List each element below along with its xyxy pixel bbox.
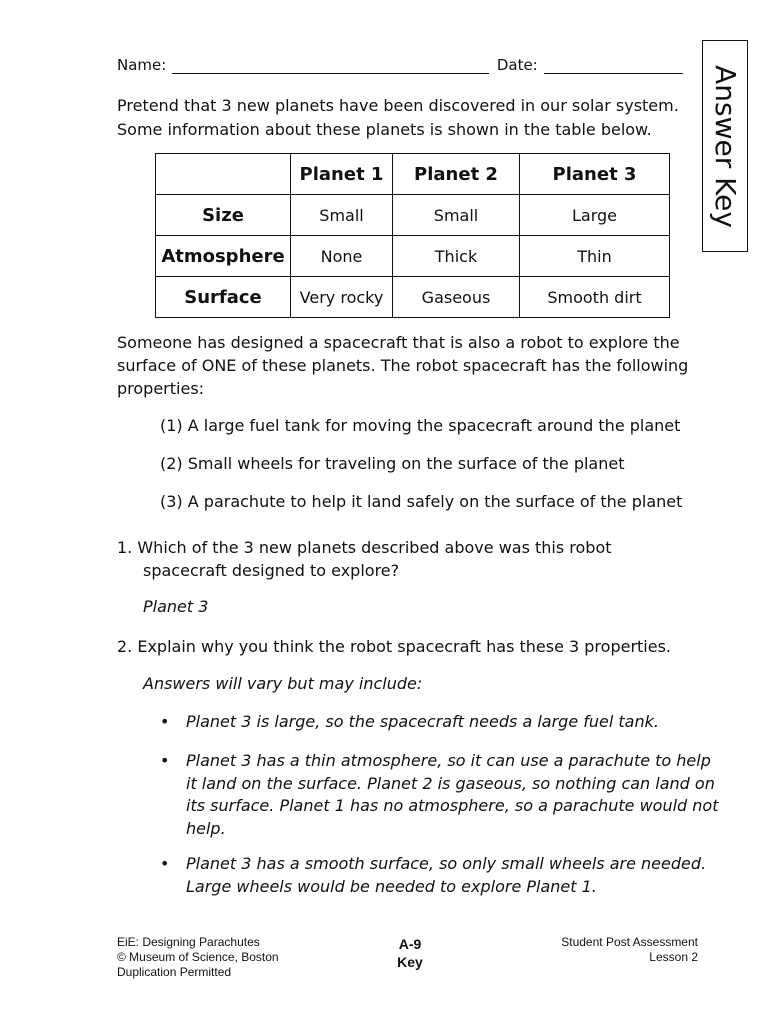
footer-right bbox=[498, 935, 698, 965]
question-1-line-1: 1. Which of the 3 new planets described above was this robot bbox=[117, 538, 612, 557]
table-cell: Thin bbox=[520, 236, 670, 277]
question-1 bbox=[117, 536, 707, 582]
table-cell: None bbox=[291, 236, 393, 277]
property-3: (3) A parachute to help it land safely on the surface of the planet bbox=[160, 492, 683, 511]
question-2-answer-intro: Answers will vary but may include: bbox=[143, 674, 423, 693]
description-line-1: Someone has designed a spacecraft that is also a robot to explore the bbox=[117, 333, 680, 352]
table-row-surface bbox=[156, 277, 670, 318]
question-1-answer: Planet 3 bbox=[143, 597, 209, 616]
footer-center bbox=[380, 935, 440, 971]
question-1-line-2: spacecraft designed to explore? bbox=[143, 561, 400, 580]
row-header-atmosphere: Atmosphere bbox=[156, 236, 291, 277]
column-header-planet-3: Planet 3 bbox=[520, 154, 670, 195]
table-corner-cell bbox=[156, 154, 291, 195]
intro-paragraph bbox=[117, 94, 687, 142]
property-2: (2) Small wheels for traveling on the surface of the planet bbox=[160, 454, 625, 473]
name-label: Name: bbox=[117, 56, 167, 74]
table-cell: Thick bbox=[393, 236, 520, 277]
bullet-icon: • bbox=[160, 751, 170, 770]
description-line-3: properties: bbox=[117, 379, 205, 398]
bullet-3-line-1: Planet 3 has a smooth surface, so only small wheels are needed. bbox=[186, 854, 707, 873]
table-header-row bbox=[156, 154, 670, 195]
table-cell: Large bbox=[520, 195, 670, 236]
planet-table bbox=[155, 153, 670, 318]
footer-permission: Duplication Permitted bbox=[117, 965, 232, 979]
name-blank bbox=[172, 57, 489, 74]
row-header-surface: Surface bbox=[156, 277, 291, 318]
footer-copyright: © Museum of Science, Boston bbox=[117, 950, 279, 964]
intro-line-2: Some information about these planets is shown in the table below. bbox=[117, 120, 652, 139]
bullet-icon: • bbox=[160, 854, 170, 873]
answer-bullet-3 bbox=[160, 853, 720, 898]
column-header-planet-1: Planet 1 bbox=[291, 154, 393, 195]
table-cell: Small bbox=[393, 195, 520, 236]
property-1: (1) A large fuel tank for moving the spacecraft around the planet bbox=[160, 416, 681, 435]
answer-bullet-1 bbox=[160, 711, 720, 734]
column-header-planet-2: Planet 2 bbox=[393, 154, 520, 195]
bullet-2-line-1: Planet 3 has a thin atmosphere, so it can use a parachute to help bbox=[186, 751, 711, 770]
table-row-atmosphere bbox=[156, 236, 670, 277]
footer-key-label: Key bbox=[397, 954, 423, 970]
footer-course: EiE: Designing Parachutes bbox=[117, 935, 260, 949]
row-header-size: Size bbox=[156, 195, 291, 236]
description-line-2: surface of ONE of these planets. The robot spacecraft has the following bbox=[117, 356, 689, 375]
footer-left bbox=[117, 935, 279, 980]
table-row-size bbox=[156, 195, 670, 236]
name-date-line bbox=[117, 56, 683, 74]
footer-page-number: A-9 bbox=[398, 936, 422, 952]
table-cell: Gaseous bbox=[393, 277, 520, 318]
bullet-2-line-2: it land on the surface. Planet 2 is gaseous, so nothing can land on bbox=[186, 773, 715, 793]
bullet-2-line-3: its surface. Planet 1 has no atmosphere, so a parachute would not bbox=[186, 796, 719, 815]
bullet-3-line-2: Large wheels would be needed to explore Planet 1. bbox=[186, 876, 597, 896]
answer-key-label: Answer Key bbox=[708, 64, 742, 228]
date-blank bbox=[544, 57, 683, 74]
question-2: 2. Explain why you think the robot spacecraft has these 3 properties. bbox=[117, 637, 672, 656]
table-cell: Small bbox=[291, 195, 393, 236]
bullet-2-line-4: help. bbox=[186, 818, 226, 838]
answer-bullet-2 bbox=[160, 750, 720, 840]
bullet-icon: • bbox=[160, 712, 170, 731]
date-label: Date: bbox=[496, 56, 538, 74]
footer-assessment: Student Post Assessment bbox=[561, 935, 698, 949]
intro-line-1: Pretend that 3 new planets have been discovered in our solar system. bbox=[117, 96, 679, 115]
answer-key-box bbox=[702, 40, 748, 252]
table-cell: Smooth dirt bbox=[520, 277, 670, 318]
description-paragraph bbox=[117, 331, 707, 400]
bullet-1-line-1: Planet 3 is large, so the spacecraft needs a large fuel tank. bbox=[186, 712, 659, 731]
footer-lesson: Lesson 2 bbox=[649, 950, 698, 964]
table-cell: Very rocky bbox=[291, 277, 393, 318]
